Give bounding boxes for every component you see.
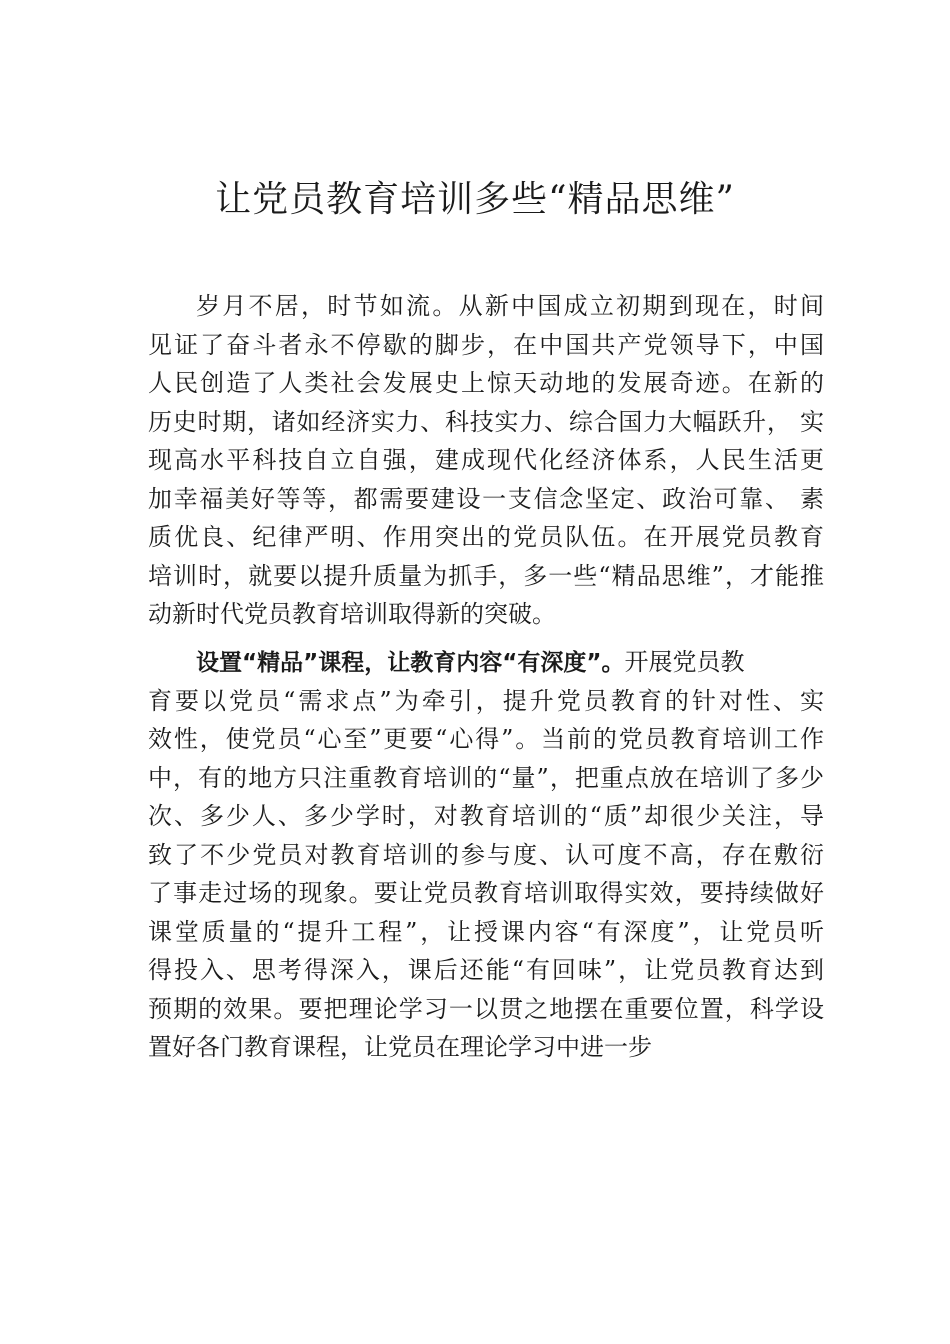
paragraph-line: 动新时代党员教育培训取得新的突破。 — [148, 600, 556, 628]
paragraph-line: 致了不少党员对教育培训的参与度、认可度不高，存在敷衍 — [148, 840, 824, 869]
paragraph-line: 中，有的地方只注重教育培训的“量”，把重点放在培训了多少 — [148, 763, 824, 792]
paragraph-line: 质优良、纪律严明、作用突出的党员队伍。在开展党员教育 — [148, 523, 824, 551]
paragraph-line: 课堂质量的“提升工程”，让授课内容“有深度”，让党员听 — [148, 917, 824, 946]
paragraph-line: 历史时期，诸如经济实力、科技实力、综合国力大幅跃升， 实 — [148, 407, 824, 436]
paragraph-line: 现高水平科技自立自强，建成现代化经济体系，人民生活更 — [148, 446, 824, 474]
paragraph-line: 置好各门教育课程，让党员在理论学习中进一步 — [148, 1033, 652, 1061]
section-heading: 设置“精品”课程，让教育内容“有深度”。 — [196, 650, 625, 676]
paragraph-line: 培训时，就要以提升质量为抓手，多一些“精品思维”，才能推 — [148, 561, 824, 590]
paragraph-line: 加幸福美好等等，都需要建设一支信念坚定、政治可靠、 素 — [148, 484, 824, 513]
paragraph-1 — [148, 287, 824, 634]
paragraph-line: 了事走过场的现象。要让党员教育培训取得实效，要持续做好 — [148, 879, 824, 907]
document-title: 让党员教育培训多些“精品思维” — [215, 179, 735, 220]
paragraph-lead-line — [148, 643, 824, 682]
paragraph-line: 次、多少人、多少学时，对教育培训的“质”却很少关注，导 — [148, 802, 824, 830]
paragraph-line: 得投入、思考得深入，课后还能“有回味”，让党员教育达到 — [148, 956, 824, 984]
lead-continuation: 开展党员教 — [624, 648, 745, 676]
paragraph-line: 岁月不居，时节如流。从新中国成立初期到现在，时间 — [196, 292, 824, 320]
paragraph-line: 见证了奋斗者永不停歇的脚步，在中国共产党领导下，中国 — [148, 330, 824, 359]
paragraph-line: 效性，使党员“心至”更要“心得”。当前的党员教育培训工作 — [148, 725, 824, 753]
paragraph-line: 预期的效果。要把理论学习一以贯之地摆在重要位置，科学设 — [148, 994, 824, 1023]
paragraph-2 — [148, 643, 824, 1067]
paragraph-line: 人民创造了人类社会发展史上惊天动地的发展奇迹。在新的 — [148, 369, 824, 397]
paragraph-line: 育要以党员“需求点”为牵引，提升党员教育的针对性、实 — [148, 686, 824, 715]
